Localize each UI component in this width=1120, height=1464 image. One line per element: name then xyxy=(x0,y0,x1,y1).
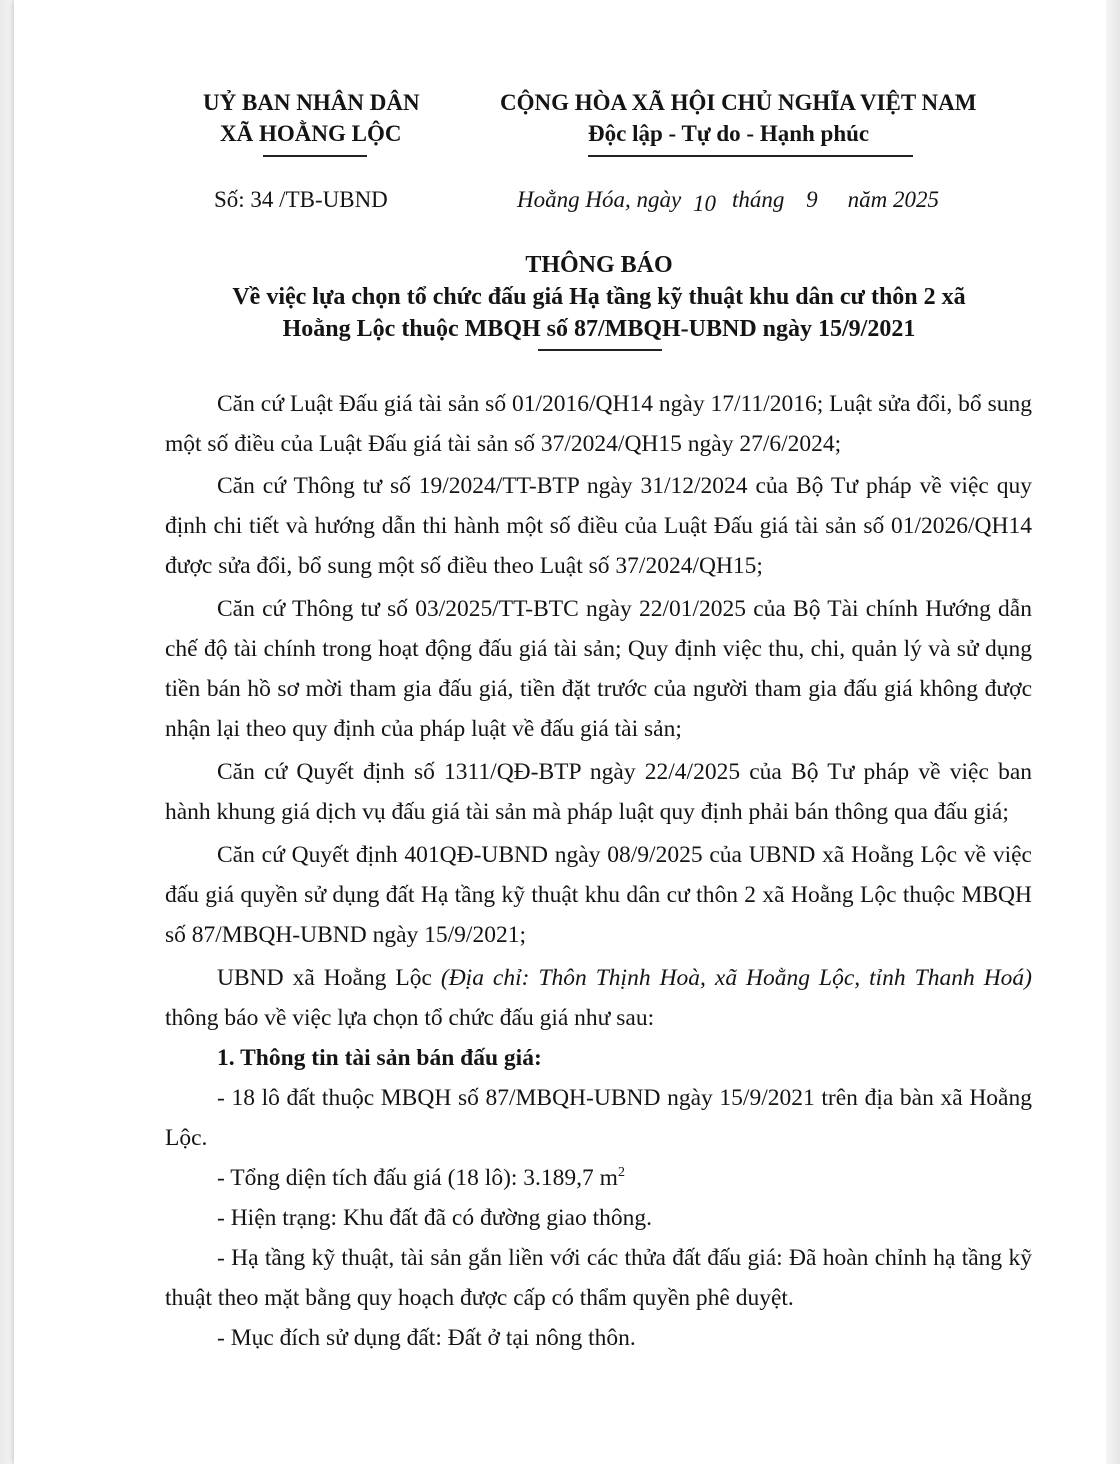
section-1-infrastructure: - Hạ tầng kỹ thuật, tài sản gắn liền với các thửa đất đấu giá: Đã hoàn chỉnh hạ tầng kỹ thuật theo mặt bằng quy hoạch được cấp có thẩm quyền phê duyệt. xyxy=(165,1245,1032,1311)
notice-intro-suffix: thông báo về việc lựa chọn tổ chức đấu giá như sau: xyxy=(165,1005,655,1031)
legal-basis-1: Căn cứ Luật Đấu giá tài sản số 01/2016/QH14 ngày 17/11/2016; Luật sửa đổi, bổ sung một số điều của Luật Đấu giá tài sản số 37/2024/QH15 ngày 27/6/2024; xyxy=(165,391,1032,457)
page-edge-left xyxy=(0,0,14,1464)
issuer-underline xyxy=(263,155,367,157)
legal-basis-3: Căn cứ Thông tư số 03/2025/TT-BTC ngày 22/01/2025 của Bộ Tài chính Hướng dẫn chế độ tài chính trong hoạt động đấu giá tài sản; Quy định việc thu, chi, quản lý và sử dụng tiền bán hồ sơ mời tham gia đấu giá, tiền đặt trước của người tham gia đấu giá không được nhận lại theo quy định của pháp luật về đấu giá tài sản; xyxy=(165,596,1032,742)
legal-basis-5: Căn cứ Quyết định 401QĐ-UBND ngày 08/9/2025 của UBND xã Hoằng Lộc về việc đấu giá quyền sử dụng đất Hạ tầng kỹ thuật khu dân cư thôn 2 xã Hoằng Lộc thuộc MBQH số 87/MBQH-UBND ngày 15/9/2021; xyxy=(165,842,1032,948)
section-1-lots: - 18 lô đất thuộc MBQH số 87/MBQH-UBND ngày 15/9/2021 trên địa bàn xã Hoằng Lộc. xyxy=(165,1085,1032,1151)
section-1-status: - Hiện trạng: Khu đất đã có đường giao thông. xyxy=(217,1205,653,1231)
page-edge-right xyxy=(1106,0,1120,1464)
issuer-line-2: XÃ HOẰNG LỘC xyxy=(220,121,402,146)
document-number: Số: 34 /TB-UBND xyxy=(214,187,388,212)
date-day: 10 xyxy=(692,191,716,216)
subtitle-line-2: Hoằng Lộc thuộc MBQH số 87/MBQH-UBND ngày 15/9/2021 xyxy=(282,316,916,342)
document-title: THÔNG BÁO xyxy=(525,252,673,278)
section-1-heading: 1. Thông tin tài sản bán đấu giá: xyxy=(217,1045,542,1071)
notice-intro-address: (Địa chỉ: Thôn Thịnh Hoà, xã Hoằng Lộc, tỉnh Thanh Hoá) xyxy=(440,965,1032,991)
nation-title: CỘNG HÒA XÃ HỘI CHỦ NGHĨA VIỆT NAM xyxy=(500,90,977,115)
date-month: 9 xyxy=(806,187,818,212)
section-1-area-text: - Tổng diện tích đấu giá (18 lô): 3.189,7 m xyxy=(217,1165,618,1191)
date-line xyxy=(517,187,939,216)
legal-basis-4: Căn cứ Quyết định số 1311/QĐ-BTP ngày 22/4/2025 của Bộ Tư pháp về việc ban hành khung giá dịch vụ đấu giá tài sản mà pháp luật quy định phải bán thông qua đấu giá; xyxy=(165,759,1032,825)
date-year: năm 2025 xyxy=(847,187,939,212)
notice-intro-prefix: UBND xã Hoằng Lộc xyxy=(217,965,441,991)
date-month-word: tháng xyxy=(731,187,785,212)
motto-underline xyxy=(588,155,913,157)
date-place: Hoằng Hóa, ngày xyxy=(517,187,682,212)
subtitle-line-1: Về việc lựa chọn tổ chức đấu giá Hạ tầng kỹ thuật khu dân cư thôn 2 xã xyxy=(232,284,966,310)
document-body xyxy=(165,384,1032,1358)
notice-intro xyxy=(165,958,1032,1038)
section-1-area xyxy=(165,1158,1032,1198)
section-1-area-unit-exponent: 2 xyxy=(617,1165,625,1181)
legal-basis-2: Căn cứ Thông tư số 19/2024/TT-BTP ngày 31/12/2024 của Bộ Tư pháp về việc quy định chi tiết và hướng dẫn thi hành một số điều của Luật Đấu giá tài sản số 01/2026/QH14 được sửa đổi, bổ sung một số điều theo Luật số 37/2024/QH15; xyxy=(165,473,1032,579)
section-1-land-use: - Mục đích sử dụng đất: Đất ở tại nông thôn. xyxy=(217,1325,636,1351)
nation-motto: Độc lập - Tự do - Hạnh phúc xyxy=(588,121,870,146)
subtitle-underline xyxy=(538,349,662,351)
issuer-line-1: UỶ BAN NHÂN DÂN xyxy=(203,90,420,115)
